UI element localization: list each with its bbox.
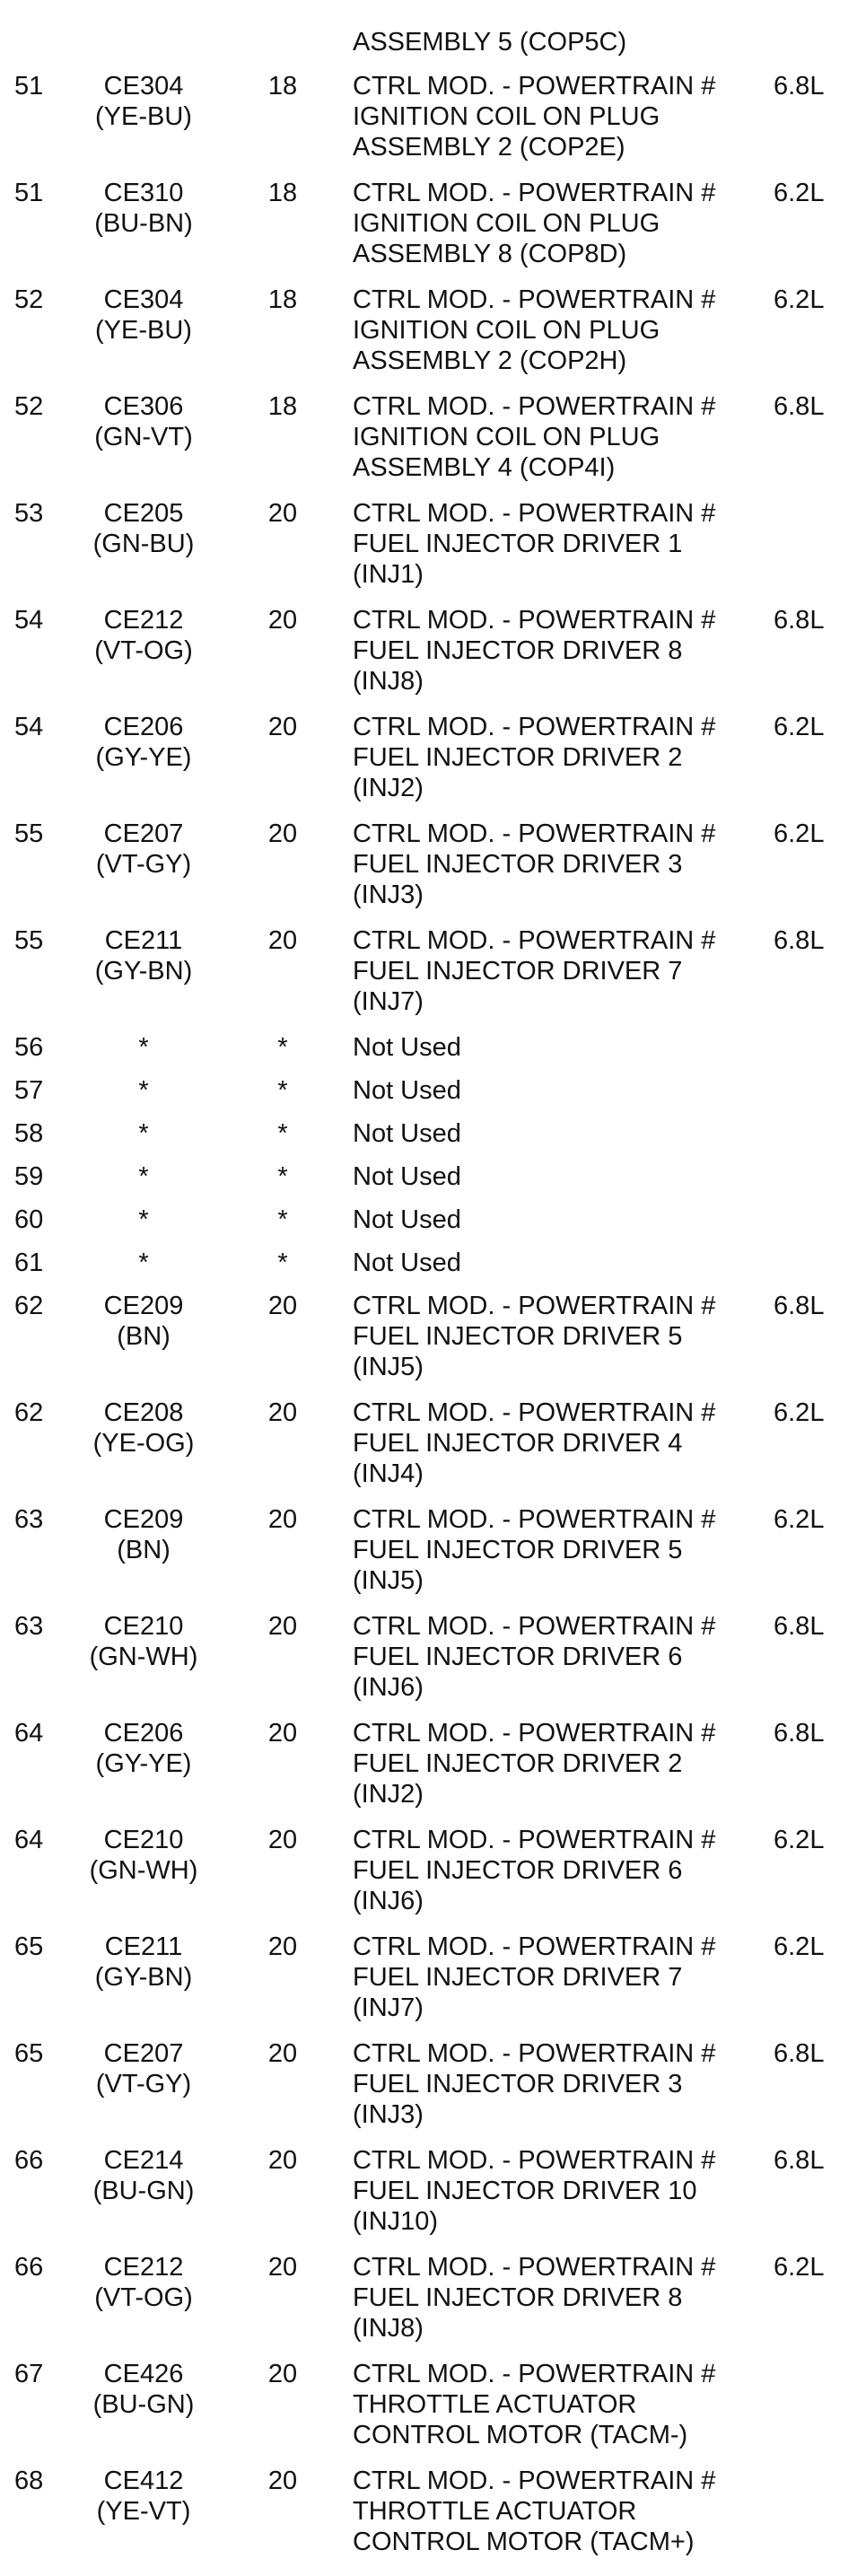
circuit-cell — [76, 1205, 211, 1235]
circuit-description: CTRL MOD. - POWERTRAIN # IGNITION COIL ON PLUG ASSEMBLY 2 (COP2E) — [353, 72, 716, 162]
circuit-id: CE304 — [103, 72, 184, 101]
pin-number: 63 — [14, 1505, 44, 1534]
circuit-description: CTRL MOD. - POWERTRAIN # FUEL INJECTOR DRIVER 3 (INJ3) — [353, 819, 716, 909]
wire-color: (VT-OG) — [94, 2283, 193, 2312]
wire-color: (GN-BU) — [92, 530, 195, 558]
circuit-description: ASSEMBLY 5 (COP5C) — [353, 28, 627, 57]
circuit-description: CTRL MOD. - POWERTRAIN # FUEL INJECTOR DRIVER 7 (INJ7) — [353, 926, 716, 1016]
circuit-id: CE211 — [104, 926, 183, 955]
circuit-description: Not Used — [353, 1162, 461, 1191]
wire-gauge: 18 — [267, 285, 298, 314]
circuit-cell — [76, 178, 211, 239]
engine-variant: 6.8L — [774, 1612, 825, 1641]
wire-gauge: 20 — [267, 499, 298, 528]
pin-number: 52 — [14, 285, 44, 314]
wire-gauge: 20 — [267, 606, 298, 635]
circuit-cell — [76, 1718, 211, 1779]
pin-number: 67 — [14, 2360, 44, 2388]
circuit-cell — [76, 285, 211, 346]
wire-color: (BU-BN) — [94, 209, 193, 238]
engine-variant: 6.8L — [774, 392, 825, 421]
circuit-id: CE209 — [103, 1505, 184, 1534]
circuit-cell — [76, 1032, 211, 1063]
pin-number: 59 — [14, 1162, 44, 1191]
circuit-cell — [76, 712, 211, 773]
wire-gauge: * — [277, 1249, 288, 1277]
engine-variant: 6.8L — [774, 1292, 825, 1320]
circuit-id: * — [138, 1119, 149, 1148]
circuit-id: CE210 — [103, 1826, 184, 1854]
wire-color: (GN-WH) — [89, 1643, 198, 1671]
circuit-cell — [76, 1161, 211, 1192]
circuit-id: CE412 — [103, 2466, 184, 2495]
circuit-description: Not Used — [353, 1205, 461, 1234]
engine-variant: 6.8L — [774, 926, 825, 955]
wire-gauge: 20 — [267, 1932, 298, 1961]
circuit-description: CTRL MOD. - POWERTRAIN # FUEL INJECTOR DRIVER 5 (INJ5) — [353, 1292, 716, 1381]
circuit-id: CE206 — [103, 1719, 184, 1748]
circuit-id: * — [138, 1205, 149, 1234]
pin-number: 65 — [14, 1932, 44, 1961]
circuit-id: CE207 — [103, 819, 184, 848]
pin-number: 66 — [14, 2253, 44, 2282]
engine-variant: 6.2L — [774, 285, 825, 314]
wire-color: (YE-BU) — [95, 316, 192, 345]
wire-color: (YE-VT) — [96, 2497, 191, 2526]
wire-gauge: 20 — [267, 1505, 298, 1534]
circuit-description: CTRL MOD. - POWERTRAIN # IGNITION COIL ON PLUG ASSEMBLY 4 (COP4I) — [353, 392, 716, 482]
engine-variant: 6.8L — [774, 2039, 825, 2068]
pin-number: 62 — [14, 1398, 44, 1427]
pin-number: 51 — [14, 72, 44, 101]
circuit-id: * — [138, 1076, 149, 1105]
circuit-id: CE211 — [104, 1932, 183, 1961]
wire-color: (BN) — [117, 1322, 171, 1351]
circuit-cell — [76, 1825, 211, 1886]
circuit-cell — [76, 1248, 211, 1278]
wire-gauge: 20 — [267, 713, 298, 741]
circuit-description: Not Used — [353, 1119, 461, 1148]
wire-color: (GY-BN) — [94, 957, 193, 986]
wire-color: (BU-GN) — [92, 2390, 195, 2419]
circuit-description: CTRL MOD. - POWERTRAIN # FUEL INJECTOR DRIVER 7 (INJ7) — [353, 1932, 716, 2022]
circuit-cell — [76, 391, 211, 452]
circuit-description: CTRL MOD. - POWERTRAIN # FUEL INJECTOR DRIVER 2 (INJ2) — [353, 713, 716, 802]
pin-number: 60 — [14, 1205, 44, 1234]
circuit-id: CE304 — [103, 285, 184, 314]
circuit-id: CE209 — [103, 1292, 184, 1320]
wire-color: (YE-OG) — [92, 1429, 195, 1458]
circuit-description: Not Used — [353, 1076, 461, 1105]
wire-gauge: 20 — [267, 819, 298, 848]
wire-gauge: * — [277, 1033, 288, 1062]
circuit-id: CE210 — [103, 1612, 184, 1641]
wire-gauge: * — [277, 1205, 288, 1234]
circuit-cell — [76, 1504, 211, 1565]
circuit-description: CTRL MOD. - POWERTRAIN # FUEL INJECTOR DRIVER 5 (INJ5) — [353, 1505, 716, 1595]
circuit-id: CE207 — [103, 2039, 184, 2068]
wire-gauge: 20 — [267, 1292, 298, 1320]
engine-variant: 6.2L — [774, 1932, 825, 1961]
circuit-id: * — [138, 1249, 149, 1277]
circuit-id: CE208 — [103, 1398, 184, 1427]
circuit-description: CTRL MOD. - POWERTRAIN # FUEL INJECTOR DRIVER 3 (INJ3) — [353, 2039, 716, 2129]
circuit-description: Not Used — [353, 1249, 461, 1277]
pin-number: 54 — [14, 606, 44, 635]
circuit-cell — [76, 605, 211, 666]
engine-variant: 6.2L — [774, 179, 825, 207]
pin-number: 61 — [14, 1249, 44, 1277]
pin-number: 58 — [14, 1119, 44, 1148]
engine-variant: 6.2L — [774, 713, 825, 741]
wire-color: (GY-BN) — [94, 1963, 193, 1992]
wire-gauge: 20 — [267, 2146, 298, 2175]
pin-number: 55 — [14, 926, 44, 955]
pin-number: 55 — [14, 819, 44, 848]
wire-gauge: 20 — [267, 2360, 298, 2388]
wire-color: (BU-GN) — [92, 2177, 195, 2205]
circuit-description: CTRL MOD. - POWERTRAIN # FUEL INJECTOR DRIVER 6 (INJ6) — [353, 1612, 716, 1702]
wire-color: (VT-OG) — [94, 636, 193, 665]
circuit-cell — [76, 2145, 211, 2206]
wire-gauge: * — [277, 1076, 288, 1105]
wire-gauge: 20 — [267, 2466, 298, 2495]
wire-gauge: * — [277, 1162, 288, 1191]
circuit-description: CTRL MOD. - POWERTRAIN # FUEL INJECTOR DRIVER 1 (INJ1) — [353, 499, 716, 589]
circuit-id: CE306 — [103, 392, 184, 421]
wire-color: (GN-VT) — [94, 423, 193, 451]
wire-gauge: 20 — [267, 2039, 298, 2068]
circuit-id: CE426 — [103, 2360, 184, 2388]
wire-color: (VT-GY) — [95, 850, 192, 879]
engine-variant: 6.2L — [774, 2253, 825, 2282]
wire-color: (GN-WH) — [89, 1856, 198, 1885]
pin-number: 63 — [14, 1612, 44, 1641]
wire-gauge: 20 — [267, 1398, 298, 1427]
circuit-cell — [76, 1398, 211, 1459]
circuit-description: CTRL MOD. - POWERTRAIN # THROTTLE ACTUATOR CONTROL MOTOR (TACM-) — [353, 2360, 716, 2449]
wire-gauge: 18 — [267, 72, 298, 101]
circuit-description: CTRL MOD. - POWERTRAIN # FUEL INJECTOR DRIVER 2 (INJ2) — [353, 1719, 716, 1809]
wire-gauge: 20 — [267, 926, 298, 955]
circuit-description: CTRL MOD. - POWERTRAIN # FUEL INJECTOR DRIVER 8 (INJ8) — [353, 606, 716, 696]
wire-gauge: 20 — [267, 1826, 298, 1854]
wire-color: (BN) — [117, 1536, 171, 1564]
pin-number: 66 — [14, 2146, 44, 2175]
engine-variant: 6.8L — [774, 72, 825, 101]
circuit-cell — [76, 498, 211, 559]
circuit-id: * — [138, 1033, 149, 1062]
circuit-id: CE212 — [103, 606, 184, 635]
pin-number: 54 — [14, 713, 44, 741]
circuit-cell — [76, 1611, 211, 1672]
circuit-id: CE206 — [103, 713, 184, 741]
circuit-id: CE212 — [103, 2253, 184, 2282]
circuit-description: Not Used — [353, 1033, 461, 1062]
wire-gauge: 20 — [267, 1719, 298, 1748]
engine-variant: 6.2L — [774, 819, 825, 848]
circuit-cell — [76, 1932, 211, 1993]
engine-variant: 6.8L — [774, 606, 825, 635]
circuit-id: CE310 — [103, 179, 184, 207]
pin-number: 53 — [14, 499, 44, 528]
circuit-cell — [76, 1075, 211, 1106]
circuit-description: CTRL MOD. - POWERTRAIN # FUEL INJECTOR DRIVER 8 (INJ8) — [353, 2253, 716, 2343]
pin-number: 62 — [14, 1292, 44, 1320]
pin-number: 57 — [14, 1076, 44, 1105]
circuit-cell — [76, 925, 211, 986]
pin-number: 64 — [14, 1826, 44, 1854]
circuit-description: CTRL MOD. - POWERTRAIN # FUEL INJECTOR DRIVER 6 (INJ6) — [353, 1826, 716, 1915]
wire-gauge: 20 — [267, 2253, 298, 2282]
circuit-cell — [76, 2359, 211, 2420]
circuit-cell — [76, 2252, 211, 2313]
circuit-cell — [76, 2466, 211, 2527]
wire-gauge: 20 — [267, 1612, 298, 1641]
circuit-id: CE214 — [103, 2146, 184, 2175]
circuit-description: CTRL MOD. - POWERTRAIN # FUEL INJECTOR DRIVER 4 (INJ4) — [353, 1398, 716, 1488]
pin-number: 68 — [14, 2466, 44, 2495]
wire-gauge: * — [277, 1119, 288, 1148]
wire-color: (VT-GY) — [95, 2070, 192, 2098]
wire-gauge: 18 — [267, 392, 298, 421]
wire-color: (GY-YE) — [95, 743, 192, 772]
engine-variant: 6.2L — [774, 1398, 825, 1427]
circuit-description: CTRL MOD. - POWERTRAIN # IGNITION COIL ON PLUG ASSEMBLY 8 (COP8D) — [353, 179, 716, 268]
pin-number: 56 — [14, 1033, 44, 1062]
circuit-description: CTRL MOD. - POWERTRAIN # THROTTLE ACTUATOR CONTROL MOTOR (TACM+) — [353, 2466, 716, 2556]
wire-color: (YE-BU) — [95, 102, 192, 131]
wire-gauge: 18 — [267, 179, 298, 207]
pin-number: 52 — [14, 392, 44, 421]
pin-number: 65 — [14, 2039, 44, 2068]
engine-variant: 6.8L — [774, 1719, 825, 1748]
circuit-cell — [76, 2038, 211, 2099]
circuit-cell — [76, 71, 211, 132]
circuit-cell — [76, 1118, 211, 1149]
pin-number: 64 — [14, 1719, 44, 1748]
wire-color: (GY-YE) — [95, 1749, 192, 1778]
circuit-cell — [76, 1291, 211, 1352]
engine-variant: 6.2L — [774, 1505, 825, 1534]
engine-variant: 6.2L — [774, 1826, 825, 1854]
circuit-description: CTRL MOD. - POWERTRAIN # FUEL INJECTOR DRIVER 10 (INJ10) — [353, 2146, 716, 2236]
circuit-id: * — [138, 1162, 149, 1191]
circuit-cell — [76, 819, 211, 880]
engine-variant: 6.8L — [774, 2146, 825, 2175]
pin-number: 51 — [14, 179, 44, 207]
circuit-id: CE205 — [103, 499, 184, 528]
circuit-description: CTRL MOD. - POWERTRAIN # IGNITION COIL ON PLUG ASSEMBLY 2 (COP2H) — [353, 285, 716, 375]
